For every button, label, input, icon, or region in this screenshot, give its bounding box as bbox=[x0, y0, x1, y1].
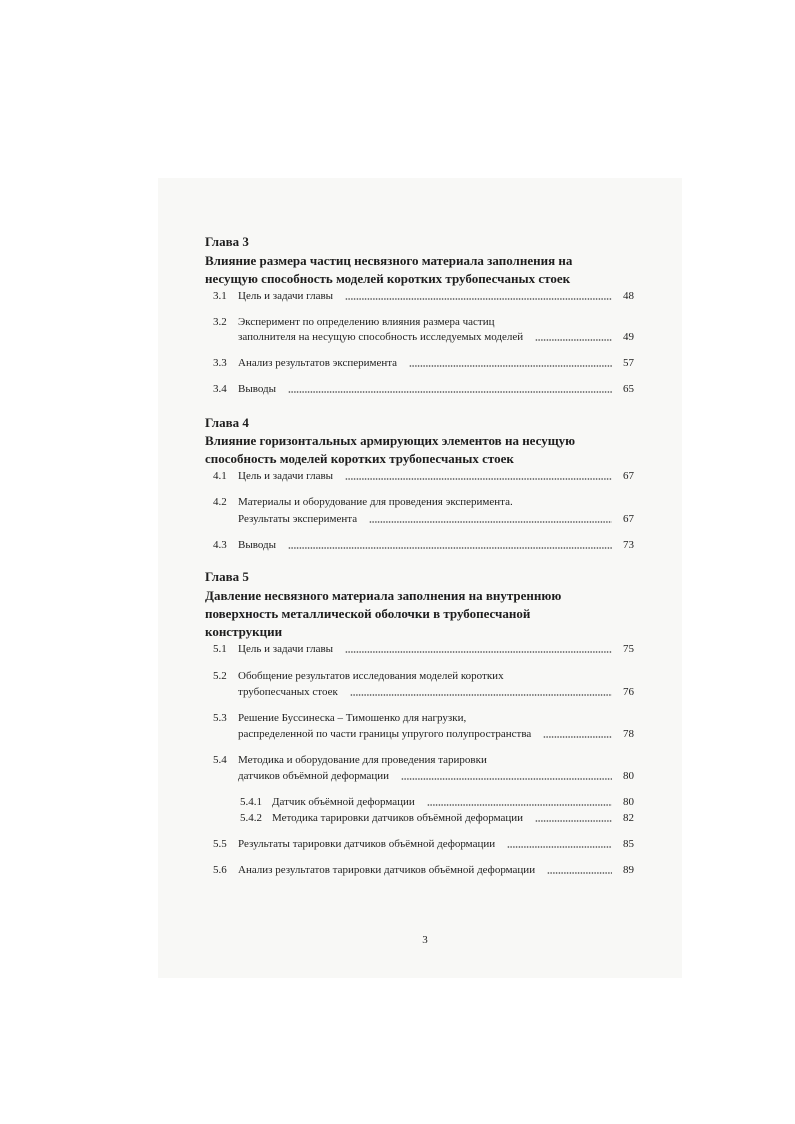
entry-number: 3.1 bbox=[213, 290, 227, 302]
entry-line bbox=[213, 315, 634, 329]
entry-line bbox=[213, 711, 634, 725]
dot-leader bbox=[401, 778, 612, 780]
entry-title: трубопесчаных стоек bbox=[238, 686, 338, 698]
entry-page: 57 bbox=[623, 357, 634, 369]
entry-line bbox=[213, 837, 634, 851]
chapter-title-line: несущую способность моделей коротких трубопесчаных стоек bbox=[205, 271, 571, 286]
entry-line bbox=[213, 382, 634, 396]
dot-leader bbox=[409, 365, 612, 367]
entry-page: 85 bbox=[623, 838, 634, 850]
dot-leader bbox=[345, 478, 612, 480]
entry-title: Выводы bbox=[238, 383, 277, 395]
entry-page: 80 bbox=[623, 770, 634, 782]
entry-title: Эксперимент по определению влияния размера частиц bbox=[238, 316, 495, 328]
chapter-title-line: Давление несвязного материала заполнения на внутреннюю bbox=[205, 588, 562, 603]
entry-page: 48 bbox=[623, 290, 634, 302]
entry-number: 4.3 bbox=[213, 539, 227, 551]
chapter-label: Глава 5 bbox=[205, 569, 249, 584]
dot-leader bbox=[345, 651, 612, 653]
entry-line bbox=[213, 769, 634, 783]
entry-line bbox=[213, 538, 634, 552]
entry-page: 65 bbox=[623, 383, 634, 395]
entry-line bbox=[213, 512, 634, 526]
dot-leader bbox=[543, 736, 612, 738]
dot-leader bbox=[288, 547, 612, 549]
entry-title: Материалы и оборудование для проведения эксперимента. bbox=[238, 496, 513, 508]
chapter-title-line: способность моделей коротких трубопесчаных стоек bbox=[205, 451, 514, 466]
entry-page: 89 bbox=[623, 864, 634, 876]
chapter-label: Глава 3 bbox=[205, 234, 249, 249]
entry-number: 3.4 bbox=[213, 383, 227, 395]
entry-number: 5.5 bbox=[213, 838, 227, 850]
dot-leader bbox=[535, 339, 612, 341]
entry-number: 5.3 bbox=[213, 712, 227, 724]
entry-title: Цель и задачи главы bbox=[238, 290, 334, 302]
entry-number: 5.1 bbox=[213, 643, 227, 655]
entry-number: 3.3 bbox=[213, 357, 227, 369]
entry-number: 5.4.2 bbox=[240, 812, 262, 824]
entry-page: 67 bbox=[623, 513, 634, 525]
entry-page: 80 bbox=[623, 796, 634, 808]
entry-line bbox=[213, 727, 634, 741]
entry-title: Решение Буссинеска – Тимошенко для нагрузки, bbox=[238, 712, 467, 724]
entry-title: Результаты эксперимента bbox=[238, 513, 358, 525]
entry-line bbox=[213, 495, 634, 509]
entry-number: 3.2 bbox=[213, 316, 227, 328]
entry-title: распределенной по части границы упругого полупространства bbox=[238, 728, 532, 740]
entry-line bbox=[213, 289, 634, 303]
chapter-title-line: Влияние горизонтальных армирующих элементов на несущую bbox=[205, 433, 576, 448]
page-number: 3 bbox=[422, 934, 428, 946]
entry-line bbox=[240, 795, 634, 809]
entry-title: Цель и задачи главы bbox=[238, 470, 334, 482]
chapter-title-line: конструкции bbox=[205, 624, 283, 639]
entry-line bbox=[213, 642, 634, 656]
entry-page: 49 bbox=[623, 331, 634, 343]
chapter-title-line: Влияние размера частиц несвязного материала заполнения на bbox=[205, 253, 573, 268]
entry-number: 5.4.1 bbox=[240, 796, 262, 808]
entry-line bbox=[213, 669, 634, 683]
entry-number: 5.6 bbox=[213, 864, 227, 876]
dot-leader bbox=[345, 298, 612, 300]
entry-page: 78 bbox=[623, 728, 634, 740]
entry-line bbox=[213, 356, 634, 370]
entry-title: Результаты тарировки датчиков объёмной деформации bbox=[238, 838, 496, 850]
entry-title: Анализ результатов эксперимента bbox=[238, 357, 398, 369]
entry-page: 75 bbox=[623, 643, 634, 655]
dot-leader bbox=[350, 694, 612, 696]
entry-number: 4.1 bbox=[213, 470, 227, 482]
dot-leader bbox=[288, 391, 612, 393]
entry-title: Анализ результатов тарировки датчиков объёмной деформации bbox=[238, 864, 536, 876]
entry-title: Методика и оборудование для проведения тарировки bbox=[238, 754, 487, 766]
entry-line bbox=[213, 330, 634, 344]
entry-title: Датчик объёмной деформации bbox=[272, 796, 415, 808]
entry-page: 82 bbox=[623, 812, 634, 824]
dot-leader bbox=[427, 804, 612, 806]
entry-title: датчиков объёмной деформации bbox=[238, 770, 390, 782]
dot-leader bbox=[507, 846, 612, 848]
entry-page: 76 bbox=[623, 686, 634, 698]
entry-page: 67 bbox=[623, 470, 634, 482]
entry-page: 73 bbox=[623, 539, 634, 551]
entry-title: Выводы bbox=[238, 539, 277, 551]
entry-number: 4.2 bbox=[213, 496, 227, 508]
entry-title: Цель и задачи главы bbox=[238, 643, 334, 655]
dot-leader bbox=[547, 872, 612, 874]
chapter-title-line: поверхность металлической оболочки в трубопесчаной bbox=[205, 606, 531, 621]
entry-number: 5.2 bbox=[213, 670, 227, 682]
entry-title: Методика тарировки датчиков объёмной деформации bbox=[272, 812, 524, 824]
dot-leader bbox=[535, 820, 612, 822]
entry-line bbox=[213, 685, 634, 699]
entry-title: заполнителя на несущую способность исследуемых моделей bbox=[238, 331, 524, 343]
entry-line bbox=[213, 753, 634, 767]
entry-line bbox=[240, 811, 634, 825]
entry-line bbox=[213, 469, 634, 483]
entry-number: 5.4 bbox=[213, 754, 227, 766]
entry-line bbox=[213, 863, 634, 877]
dot-leader bbox=[369, 521, 612, 523]
entry-title: Обобщение результатов исследования моделей коротких bbox=[238, 670, 504, 682]
chapter-label: Глава 4 bbox=[205, 415, 249, 430]
